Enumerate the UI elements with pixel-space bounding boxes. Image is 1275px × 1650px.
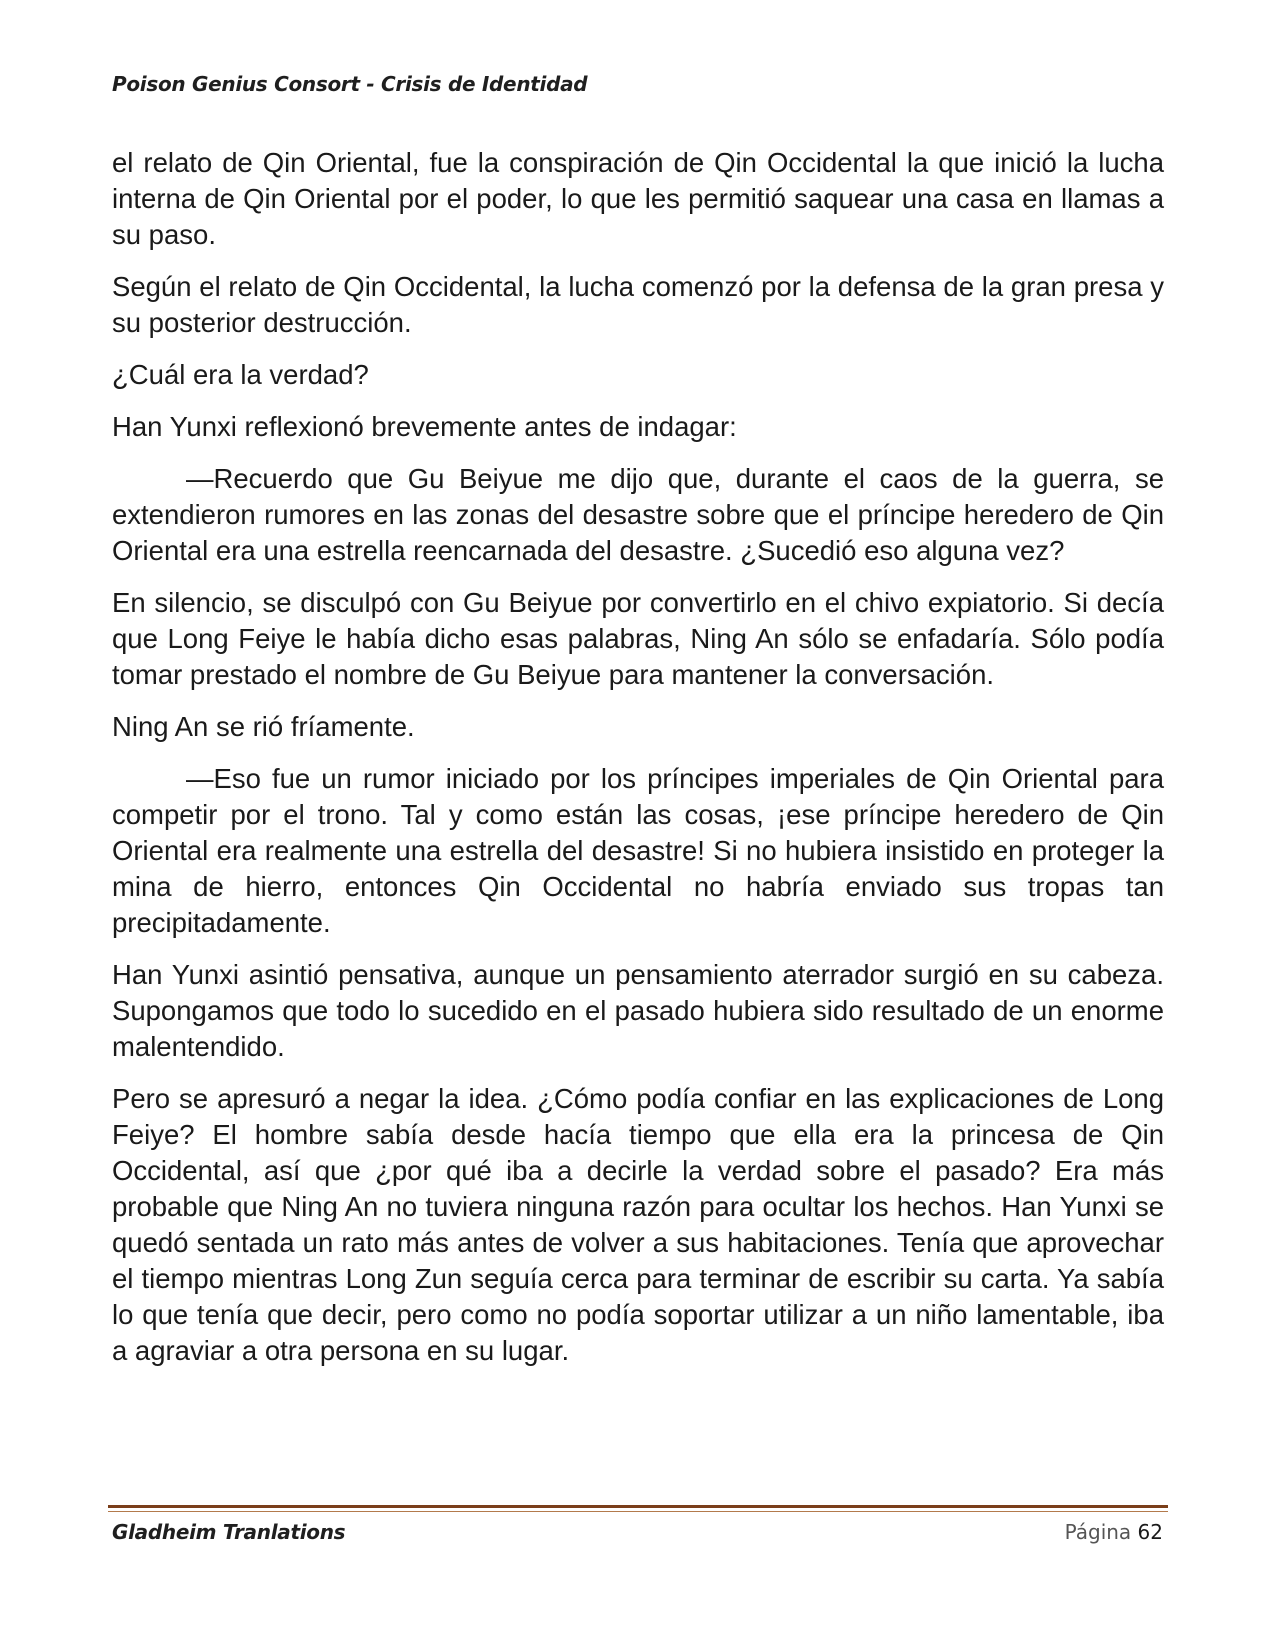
paragraph: Pero se apresuró a negar la idea. ¿Cómo podía confiar en las explicaciones de Long Feiye? El hombre sabía desde hacía tiempo que ella era la princesa de Qin Occidental, así que ¿por qué iba a decirle la verdad sobre el pasado? Era más probable que Ning An no tuviera ninguna razón para ocultar los hechos. Han Yunxi se quedó sentada un rato más antes de volver a sus habitaciones. Tenía que aprovechar el tiempo mientras Long Zun seguía cerca para terminar de escribir su carta. Ya sabía lo que tenía que decir, pero como no podía soportar utilizar a un niño lamentable, iba a agraviar a otra persona en su lugar.	[112, 1083, 1164, 1366]
page-label: Página	[1064, 1520, 1132, 1544]
paragraph: Ning An se rió fríamente.	[112, 711, 415, 742]
paragraph: ¿Cuál era la verdad?	[112, 359, 369, 390]
page-number: 62	[1137, 1520, 1163, 1544]
dialogue-paragraph: —Eso fue un rumor iniciado por los príncipes imperiales de Qin Oriental para competir por el trono. Tal y como están las cosas, ¡ese príncipe heredero de Qin Oriental era realmente una estrella del desastre! Si no hubiera insistido en proteger la mina de hierro, entonces Qin Occidental no habría enviado sus tropas tan precipitadamente.	[112, 763, 1164, 938]
footer-publisher: Gladheim Tranlations	[112, 1520, 346, 1544]
paragraph: En silencio, se disculpó con Gu Beiyue por convertirlo en el chivo expiatorio. Si decía que Long Feiye le había dicho esas palabras, Ning An sólo se enfadaría. Sólo podía tomar prestado el nombre de Gu Beiyue para mantener la conversación.	[112, 587, 1164, 690]
footer-divider-thin	[108, 1511, 1168, 1512]
paragraph: Han Yunxi asintió pensativa, aunque un pensamiento aterrador surgió en su cabeza. Supongamos que todo lo sucedido en el pasado hubiera sido resultado de un enorme malentendido.	[112, 959, 1164, 1062]
page-header-title: Poison Genius Consort - Crisis de Identidad	[112, 72, 588, 96]
footer-page-indicator	[1065, 1520, 1163, 1544]
paragraph: Según el relato de Qin Occidental, la lucha comenzó por la defensa de la gran presa y su posterior destrucción.	[112, 271, 1164, 338]
paragraph: Han Yunxi reflexionó brevemente antes de indagar:	[112, 411, 737, 442]
footer-divider-thick	[108, 1505, 1168, 1508]
paragraph: el relato de Qin Oriental, fue la conspiración de Qin Occidental la que inició la lucha interna de Qin Oriental por el poder, lo que les permitió saquear una casa en llamas a su paso.	[112, 147, 1164, 250]
dialogue-paragraph: —Recuerdo que Gu Beiyue me dijo que, durante el caos de la guerra, se extendieron rumores en las zonas del desastre sobre que el príncipe heredero de Qin Oriental era una estrella reencarnada del desastre. ¿Sucedió eso alguna vez?	[112, 463, 1164, 566]
document-body	[112, 145, 1164, 1385]
